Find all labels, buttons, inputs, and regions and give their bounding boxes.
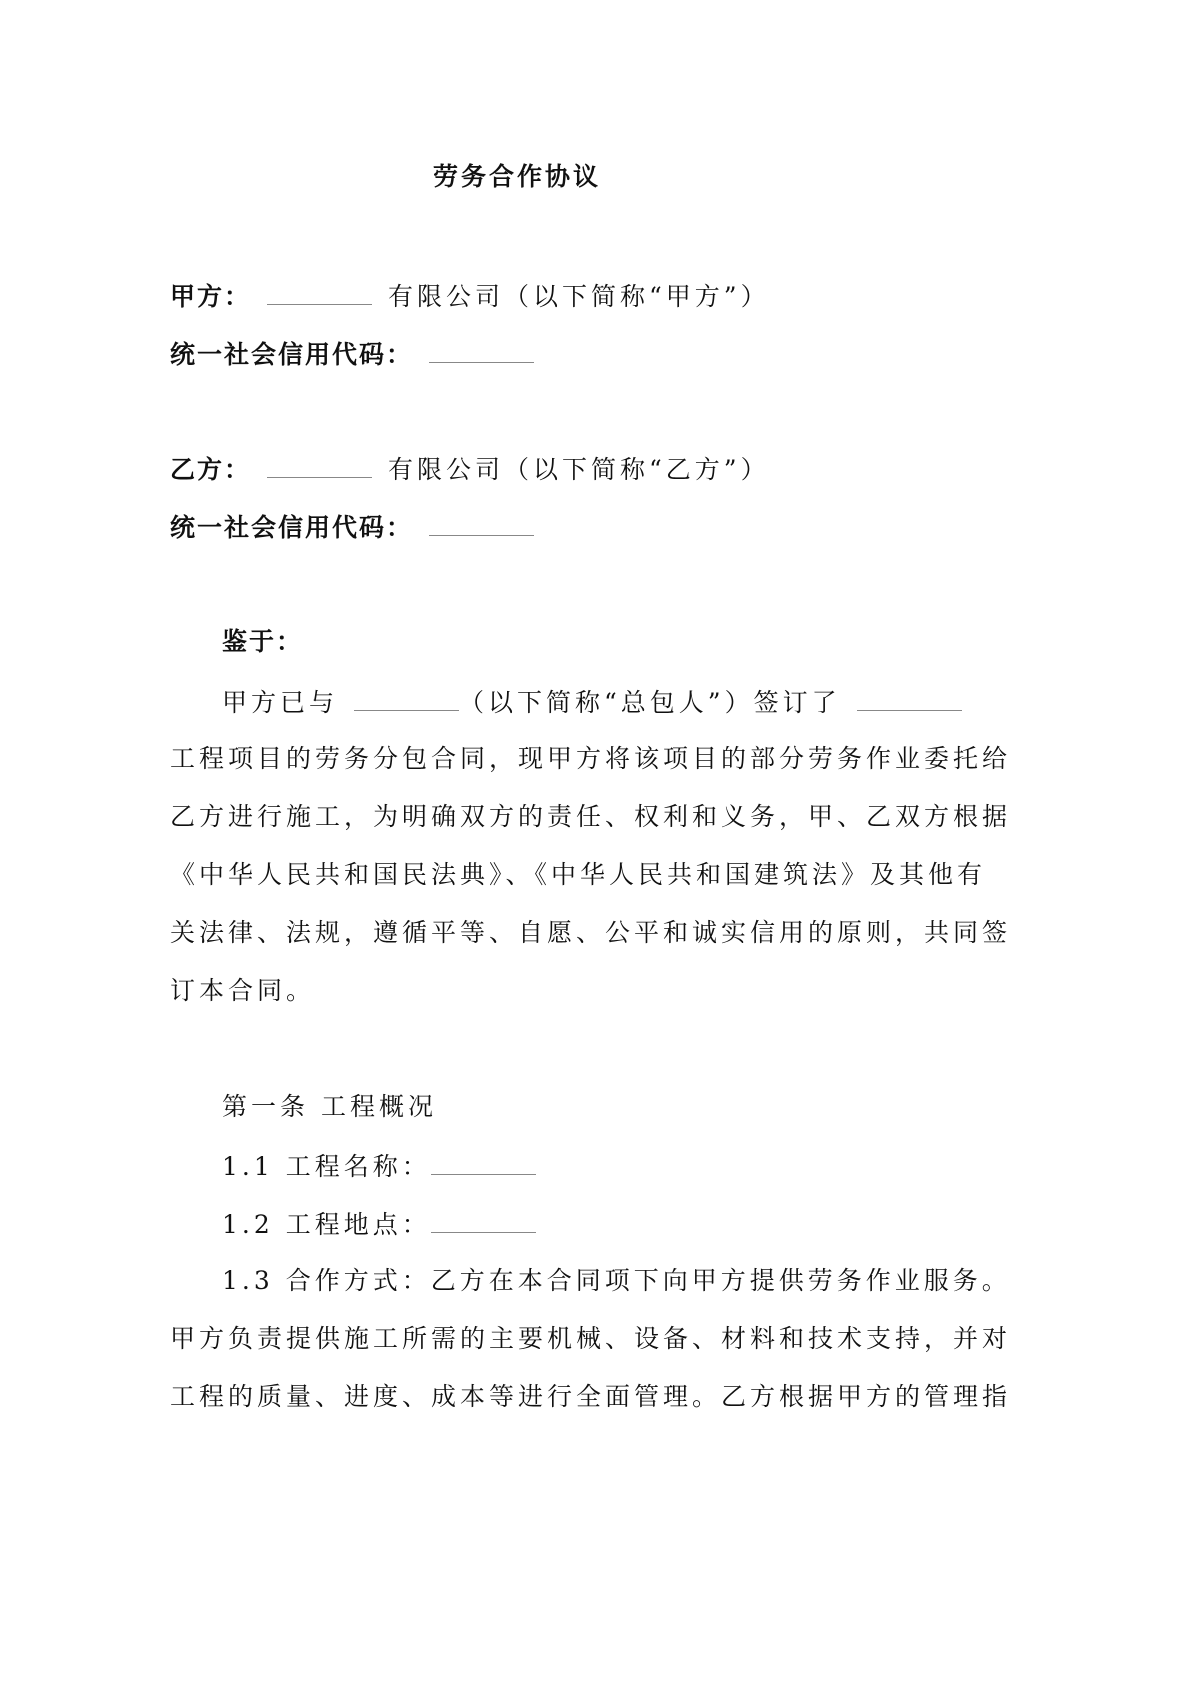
whereas-line-1	[222, 686, 962, 718]
article-1-item-3-line-3: 工程的质量、进度、成本等进行全面管理。乙方根据甲方的管理指	[170, 1382, 1012, 1411]
whereas-line-3: 乙方进行施工，为明确双方的责任、权利和义务，甲、乙双方根据	[170, 802, 1012, 831]
whereas-line-4: 《中华人民共和国民法典》、《中华人民共和国建筑法》及其他有	[170, 860, 987, 889]
article-1-item-3: 1.3 合作方式：乙方在本合同项下向甲方提供劳务作业服务。	[222, 1266, 1011, 1295]
party-b-credit-blank[interactable]	[429, 511, 534, 536]
whereas-text-a: 甲方已与	[222, 688, 339, 717]
document-title: 劳务合作协议	[433, 162, 602, 191]
project-location-label: 1.2 工程地点：	[222, 1210, 431, 1239]
party-b-suffix: 有限公司（以下简称“乙方”）	[388, 455, 770, 484]
party-b-credit-line	[170, 511, 534, 543]
project-name-label: 1.1 工程名称：	[222, 1152, 431, 1181]
article-1-heading: 第一条 工程概况	[222, 1092, 437, 1121]
party-a-name-blank[interactable]	[267, 280, 372, 305]
whereas-line-5: 关法律、法规，遵循平等、自愿、公平和诚实信用的原则，共同签	[170, 918, 1012, 947]
article-1-item-3-line-2: 甲方负责提供施工所需的主要机械、设备、材料和技术支持，并对	[170, 1324, 1012, 1353]
whereas-text-b: （以下简称“总包人”）签订了	[459, 688, 841, 717]
article-1-item-2	[222, 1208, 536, 1240]
party-b-name-blank[interactable]	[267, 453, 372, 478]
party-a-credit-blank[interactable]	[429, 338, 534, 363]
party-b-credit-label: 统一社会信用代码：	[170, 513, 414, 542]
party-a-credit-line	[170, 338, 534, 370]
article-1-item-1	[222, 1150, 536, 1182]
whereas-line-6: 订本合同。	[170, 976, 316, 1005]
party-a-suffix: 有限公司（以下简称“甲方”）	[388, 282, 770, 311]
project-location-blank[interactable]	[431, 1208, 536, 1233]
party-a-line	[170, 280, 770, 312]
party-b-line	[170, 453, 770, 485]
party-a-label: 甲方：	[170, 282, 252, 311]
general-contractor-blank[interactable]	[354, 686, 459, 711]
whereas-heading: 鉴于：	[222, 627, 304, 656]
project-name-field-blank[interactable]	[431, 1150, 536, 1175]
project-name-blank[interactable]	[857, 686, 962, 711]
party-a-credit-label: 统一社会信用代码：	[170, 340, 414, 369]
party-b-label: 乙方：	[170, 455, 252, 484]
whereas-line-2: 工程项目的劳务分包合同，现甲方将该项目的部分劳务作业委托给	[170, 744, 1012, 773]
